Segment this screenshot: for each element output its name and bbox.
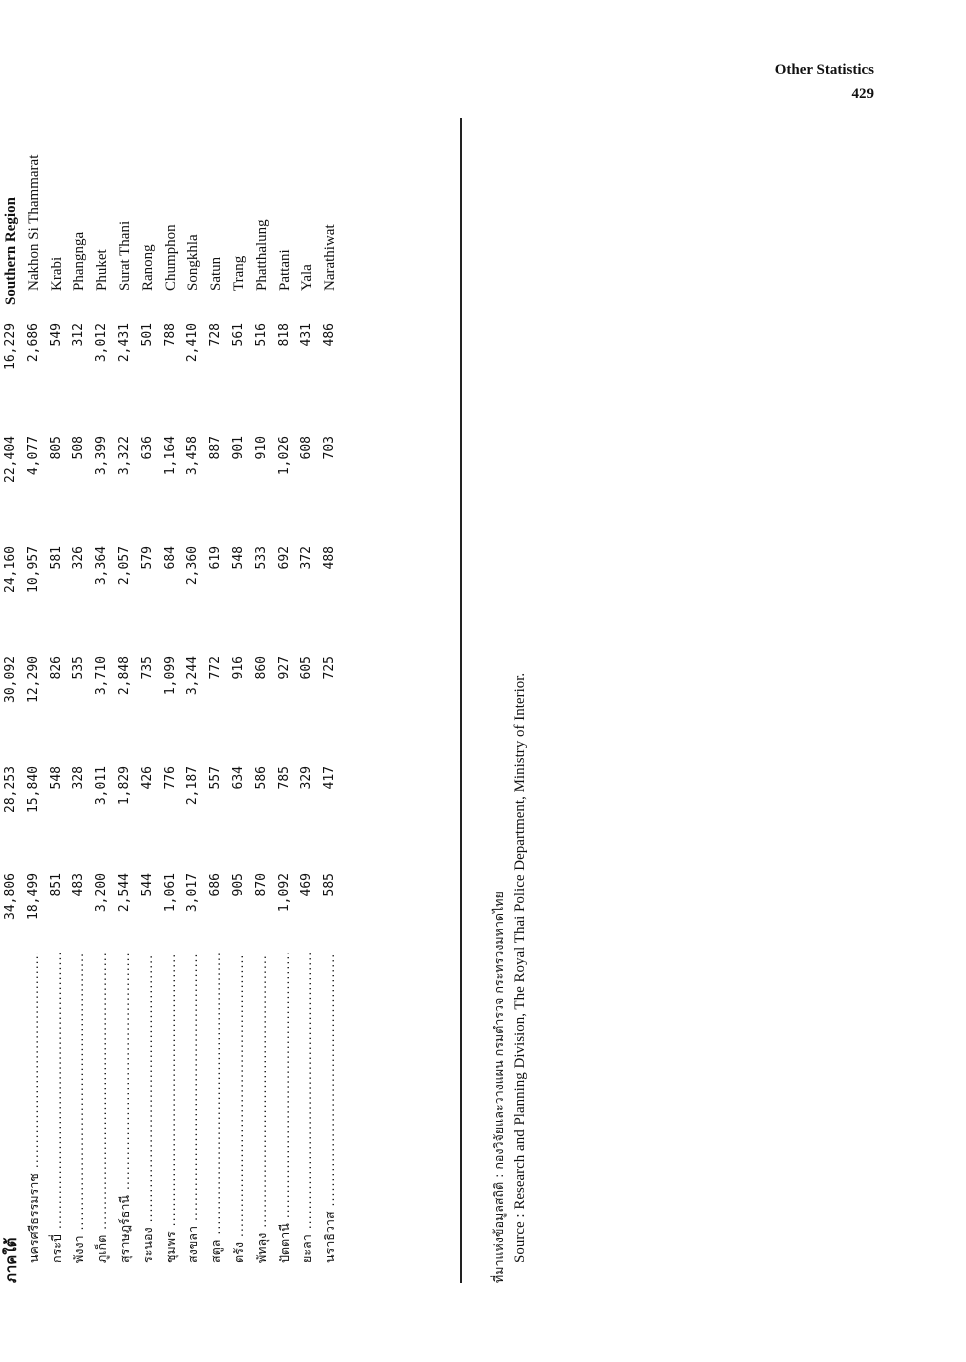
table-cell: 2,686	[25, 323, 41, 363]
table-cell: 901	[231, 436, 246, 460]
table-cell: 561	[231, 323, 246, 347]
table-row	[137, 118, 159, 1283]
page-number: 429	[851, 86, 874, 102]
table-cell: 686	[208, 873, 224, 897]
table-cell: 22,404	[3, 436, 18, 483]
running-header-title: Other Statistics	[774, 62, 874, 78]
english-source-note: Source : Research and Planning Division, The Royal Thai Police Department, Ministry of Interior.	[512, 672, 528, 1263]
table-cell: 3,322	[117, 436, 132, 476]
table-cell: 860	[253, 656, 269, 680]
province-thai-name: นราธิวาส .....	[319, 953, 341, 1263]
province-thai-name: ภูเก็ต .....	[91, 953, 113, 1263]
table-cell: 488	[322, 546, 338, 570]
table-cell: 619	[208, 546, 224, 570]
table-row	[319, 118, 341, 1283]
table-cell: 608	[299, 436, 315, 460]
province-thai-name: ตรัง .....	[228, 953, 250, 1263]
province-english-name: Ranong	[139, 244, 156, 291]
table-cell: 1,092	[276, 873, 292, 913]
table-cell: 585	[322, 873, 338, 897]
table-cell: 581	[48, 546, 64, 570]
table-cell: 30,092	[3, 656, 18, 703]
table-cell: 586	[253, 766, 269, 790]
table-cell: 905	[231, 873, 246, 897]
table-cell: 12,290	[25, 656, 41, 703]
province-english-name: Krabi	[48, 256, 65, 291]
table-cell: 18,499	[25, 873, 41, 920]
table-cell: 1,026	[276, 436, 292, 476]
table-cell: 2,410	[185, 323, 201, 363]
table-cell: 3,244	[185, 656, 201, 696]
table-cell: 3,458	[185, 436, 201, 476]
province-english-name: Songkhla	[185, 234, 202, 291]
table-cell: 851	[48, 873, 64, 897]
table-cell: 579	[139, 546, 155, 570]
table-row	[205, 118, 227, 1283]
table-cell: 501	[139, 323, 155, 347]
rotated-statistics-table	[0, 118, 528, 1283]
table-cell: 772	[208, 656, 224, 680]
table-cell: 1,829	[117, 766, 132, 806]
table-cell: 785	[276, 766, 292, 790]
table-cell: 312	[71, 323, 87, 347]
table-cell: 1,164	[162, 436, 178, 476]
table-row	[46, 118, 68, 1283]
table-cell: 328	[71, 766, 87, 790]
table-cell: 3,017	[185, 873, 201, 913]
table-cell: 692	[276, 546, 292, 570]
table-cell: 544	[139, 873, 155, 897]
table-cell: 887	[208, 436, 224, 460]
thai-source-note: ที่มาแห่งข้อมูลสถิติ : กองวิจัยและวางแผน กรมตำรวจ กระทรวงมหาดไทย	[491, 891, 506, 1283]
table-cell: 2,057	[117, 546, 132, 586]
table-row	[160, 118, 182, 1283]
region-thai-label: ภาคใต้	[2, 1237, 20, 1283]
table-cell: 24,160	[3, 546, 18, 593]
table-cell: 16,229	[3, 323, 18, 370]
table-cell: 818	[276, 323, 292, 347]
table-cell: 910	[253, 436, 269, 460]
province-thai-name: กระบี่ .....	[46, 953, 68, 1263]
table-row	[228, 118, 250, 1283]
table-cell: 728	[208, 323, 224, 347]
table-cell: 636	[139, 436, 155, 460]
table-row	[91, 118, 113, 1283]
table-cell: 516	[253, 323, 269, 347]
province-thai-name: ระนอง .....	[137, 953, 159, 1263]
table-cell: 1,099	[162, 656, 178, 696]
province-english-name: Phangnga	[71, 231, 88, 291]
table-row	[274, 118, 296, 1283]
province-thai-name: สตูล .....	[205, 953, 227, 1263]
province-thai-name: ชุมพร .....	[160, 953, 182, 1263]
table-cell: 3,364	[94, 546, 110, 586]
province-thai-name: นครศรีธรรมราช .....	[23, 953, 45, 1263]
province-english-name: Phatthalung	[253, 219, 270, 291]
table-cell: 28,253	[3, 766, 18, 813]
table-cell: 548	[48, 766, 64, 790]
table-cell: 431	[299, 323, 315, 347]
province-thai-name: พัทลุง .....	[251, 953, 273, 1263]
table-cell: 2,848	[117, 656, 132, 696]
horizontal-rule	[460, 118, 528, 1283]
province-english-name: Trang	[231, 255, 247, 291]
region-english-label: Southern Region	[3, 197, 19, 305]
table-cell: 3,399	[94, 436, 110, 476]
table-cell: 703	[322, 436, 338, 460]
table-cell: 927	[276, 656, 292, 680]
table-cell: 15,840	[25, 766, 41, 813]
province-english-name: Phuket	[94, 249, 111, 291]
table-cell: 2,431	[117, 323, 132, 363]
table-cell: 826	[48, 656, 64, 680]
table-cell: 2,187	[185, 766, 201, 806]
table-cell: 486	[322, 323, 338, 347]
province-english-name: Nakhon Si Thammarat	[25, 154, 42, 291]
table-cell: 469	[299, 873, 315, 897]
table-cell: 3,012	[94, 323, 110, 363]
province-thai-name: สงขลา .....	[182, 953, 204, 1263]
table-cell: 3,011	[94, 766, 110, 806]
table-cell: 329	[299, 766, 315, 790]
table-cell: 326	[71, 546, 87, 570]
table-cell: 483	[71, 873, 87, 897]
province-english-name: Pattani	[276, 249, 293, 291]
table-row	[296, 118, 318, 1283]
table-row	[68, 118, 90, 1283]
table-cell: 4,077	[25, 436, 41, 476]
table-cell: 725	[322, 656, 338, 680]
table-cell: 417	[322, 766, 338, 790]
table-cell: 533	[253, 546, 269, 570]
table-row	[251, 118, 273, 1283]
province-english-name: Yala	[299, 264, 316, 291]
province-english-name: Satun	[208, 256, 225, 291]
table-cell: 535	[71, 656, 87, 680]
table-row-region	[0, 118, 22, 1283]
province-thai-name: พังงา .....	[68, 953, 90, 1263]
table-row	[23, 118, 45, 1283]
table-cell: 2,360	[185, 546, 201, 586]
table-cell: 548	[231, 546, 246, 570]
table-cell: 3,200	[94, 873, 110, 913]
table-cell: 557	[208, 766, 224, 790]
province-thai-name: ยะลา .....	[296, 953, 318, 1263]
table-cell: 2,544	[117, 873, 132, 913]
province-english-name: Chumphon	[162, 224, 179, 291]
table-cell: 776	[162, 766, 178, 790]
table-cell: 805	[48, 436, 64, 460]
table-row	[182, 118, 204, 1283]
table-cell: 508	[71, 436, 87, 460]
table-cell: 634	[231, 766, 246, 790]
table-cell: 605	[299, 656, 315, 680]
table-row	[114, 118, 136, 1283]
table-cell: 34,806	[3, 873, 18, 920]
province-thai-name: ปัตตานี .....	[274, 953, 296, 1263]
table-cell: 788	[162, 323, 178, 347]
table-cell: 684	[162, 546, 178, 570]
province-thai-name: สุราษฎร์ธานี .....	[114, 953, 136, 1263]
table-cell: 1,061	[162, 873, 178, 913]
table-cell: 870	[253, 873, 269, 897]
table-cell: 549	[48, 323, 64, 347]
table-cell: 10,957	[25, 546, 41, 593]
table-cell: 916	[231, 656, 246, 680]
province-english-name: Surat Thani	[117, 220, 133, 291]
table-cell: 3,710	[94, 656, 110, 696]
table-cell: 426	[139, 766, 155, 790]
table-cell: 372	[299, 546, 315, 570]
table-cell: 735	[139, 656, 155, 680]
province-english-name: Narathiwat	[322, 224, 339, 291]
